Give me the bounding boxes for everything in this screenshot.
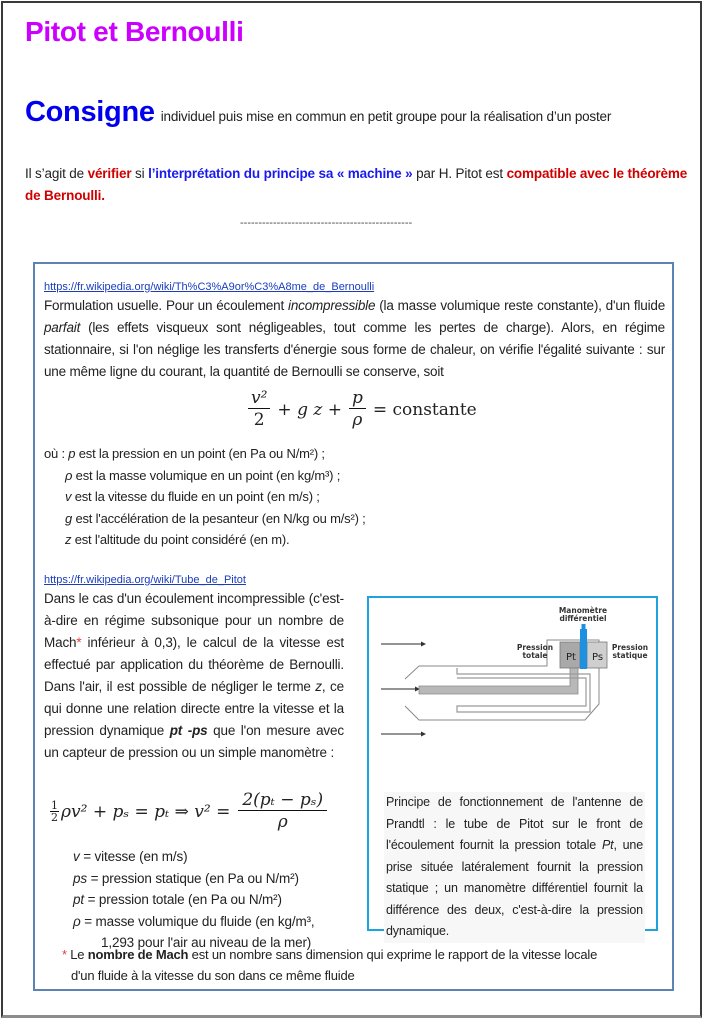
pitot-equation bbox=[50, 790, 330, 833]
numerator: 1 bbox=[51, 799, 58, 812]
footnote-line bbox=[62, 944, 665, 965]
text-italic: parfait bbox=[44, 320, 81, 335]
figure-box bbox=[367, 596, 658, 938]
text: Le bbox=[66, 947, 88, 962]
def-text: = vitesse (en m/s) bbox=[79, 849, 188, 864]
footnote-marker: * bbox=[62, 947, 67, 962]
def-symbol: p bbox=[68, 446, 76, 461]
label-differentiel: différentiel bbox=[559, 614, 607, 623]
text: inférieur à 0,3), le calcul de la vitesse est effectué par application du théorème de Bernoulli. Dans l'air, il est possible de négliger le terme bbox=[44, 635, 344, 694]
text: , une prise située latéralement fournit la pression statique ; un manomètre différentiel fournit la différence des deux, c'est-à-dire la pression dynamique. bbox=[386, 838, 643, 938]
label-pt: Pt bbox=[566, 652, 576, 663]
definition-item bbox=[73, 889, 314, 911]
def-text: = pression statique (en Pa ou N/m²) bbox=[86, 870, 299, 886]
def-symbol: ρ bbox=[65, 467, 73, 483]
flow-arrow-icon bbox=[381, 642, 426, 647]
bernoulli-link[interactable]: https://fr.wikipedia.org/wiki/Th%C3%A9or%C3%A8me_de_Bernoulli bbox=[44, 281, 375, 293]
pitot-link[interactable]: https://fr.wikipedia.org/wiki/Tube_de_Pitot bbox=[44, 574, 246, 586]
figure-caption bbox=[384, 792, 645, 943]
intro-paragraph bbox=[25, 163, 690, 207]
intro-text: Il s’agit de bbox=[25, 166, 88, 181]
def-text: est la masse volumique en un point (en kg/m³) ; bbox=[72, 467, 341, 483]
text-italic: incompressible bbox=[288, 298, 376, 313]
bernoulli-equation bbox=[245, 388, 477, 431]
denominator: 2 bbox=[253, 410, 265, 430]
def-symbol: ρ bbox=[73, 913, 81, 929]
numerator: p bbox=[349, 388, 366, 409]
text: (les effets visqueux sont négligeables, tout comme les pertes de charge). Alors, en régime stationnaire, si l'on néglige les transferts d'énergie sous forme de chaleur, on vérifie l'égalité suivante : sur une même ligne du courant, la quantité de Bernoulli se conserve, soit bbox=[44, 320, 665, 379]
intro-text: si bbox=[131, 166, 149, 181]
intro-compatible: compatible avec le théorème de Bernoulli. bbox=[25, 166, 688, 203]
def-symbol: g bbox=[65, 510, 73, 526]
def-text: est la vitesse du fluide en un point (en m/s) ; bbox=[71, 489, 320, 504]
denominator: 2 bbox=[51, 811, 58, 824]
definition-item bbox=[44, 529, 366, 551]
footnote-marker: * bbox=[76, 635, 82, 650]
label-manometre: Manomètre bbox=[558, 606, 608, 615]
label-pression-totale-1: Pression bbox=[516, 643, 554, 652]
definition-item bbox=[44, 508, 366, 530]
page-title: Pitot et Bernoulli bbox=[25, 16, 244, 47]
definition-item bbox=[73, 846, 314, 868]
text: Dans le cas d'un écoulement incompressible (c'est-à-dire en régime subsonique pour un nombre de Mach bbox=[44, 591, 344, 650]
def-symbol: pt bbox=[73, 892, 84, 907]
manometer-top bbox=[582, 624, 586, 630]
definition-item bbox=[44, 486, 366, 508]
text-italic: Pt bbox=[601, 838, 614, 852]
def-text: est la pression en un point (en Pa ou N/m²) ; bbox=[75, 446, 325, 461]
label-ps: Ps bbox=[592, 652, 604, 663]
pitot-paragraph bbox=[44, 588, 344, 764]
flow-arrow-icon bbox=[381, 732, 426, 737]
text: est un nombre sans dimension qui exprime le rapport de la vitesse locale bbox=[188, 947, 598, 962]
text-bold: nombre de Mach bbox=[87, 947, 189, 962]
def-symbol: z bbox=[65, 532, 72, 547]
equation-lhs: ρv² + pₛ = pₜ ⇒ v² = bbox=[61, 801, 231, 822]
def-text: = pression totale (en Pa ou N/m²) bbox=[83, 892, 282, 907]
term-gz: + g z + bbox=[277, 399, 342, 420]
total-pressure-tube bbox=[419, 664, 578, 694]
intro-text: par H. Pitot est bbox=[412, 166, 507, 181]
intro-interpretation: l’interprétation du principe sa « machine » bbox=[148, 166, 413, 181]
numerator: v² bbox=[248, 388, 270, 409]
definition-item bbox=[73, 868, 314, 890]
mach-footnote bbox=[62, 944, 665, 986]
text: d'un fluide à la vitesse du son dans ce même fluide bbox=[71, 968, 355, 983]
label-pression-totale-2: totale bbox=[522, 651, 548, 660]
consigne-subtitle: individuel puis mise en commun en petit groupe pour la réalisation d’un poster bbox=[160, 109, 612, 124]
bernoulli-paragraph bbox=[44, 295, 665, 383]
separator: ----------------------------------------------- bbox=[240, 217, 413, 229]
denominator: ρ bbox=[352, 410, 363, 430]
definition-item bbox=[44, 465, 366, 487]
definition-item bbox=[73, 911, 314, 933]
def-symbol: v bbox=[73, 849, 80, 864]
bernoulli-section bbox=[44, 277, 665, 383]
fraction-v2-over-2 bbox=[248, 388, 270, 431]
definition-item bbox=[44, 443, 366, 465]
text: (la masse volumique reste constante), d'un fluide bbox=[375, 298, 666, 313]
manometer-column bbox=[580, 629, 587, 669]
def-text: est l'altitude du point considéré (en m). bbox=[71, 532, 290, 547]
numerator: 2(pₜ − pₛ) bbox=[238, 790, 327, 811]
def-text: 1,293 pour l'air au niveau de la mer) bbox=[101, 935, 312, 950]
consigne-heading: Consigne bbox=[25, 96, 155, 128]
text: que l'on mesure avec un capteur de pression ou un simple manomètre : bbox=[44, 723, 344, 760]
equals-constante: = constante bbox=[372, 399, 477, 420]
def-text: est l'accélération de la pesanteur (en N/kg ou m/s²) ; bbox=[72, 510, 366, 526]
label-pression-statique-2: statique bbox=[612, 651, 648, 660]
label-pression-statique-1: Pression bbox=[611, 643, 649, 652]
text: Formulation usuelle. Pour un écoulement bbox=[44, 298, 289, 313]
def-prefix: où : bbox=[44, 446, 69, 461]
consigne-row bbox=[25, 96, 611, 129]
bernoulli-definitions bbox=[44, 443, 366, 551]
intro-verify: vérifier bbox=[87, 166, 132, 181]
pitot-section bbox=[44, 570, 344, 764]
text: Principe de fonctionnement de l'antenne de Prandtl : le tube de Pitot sur le front de l'écoulement fournit la pression totale bbox=[386, 795, 643, 852]
pitot-tube-diagram bbox=[377, 604, 649, 744]
dynamic-pressure-symbol: pt -ps bbox=[169, 723, 208, 738]
denominator: ρ bbox=[277, 812, 288, 832]
text: , ce qui donne une relation directe entre la vitesse et la pression dynamique bbox=[44, 679, 344, 738]
pitot-definitions bbox=[73, 846, 314, 954]
fraction-one-half bbox=[50, 800, 59, 823]
fraction-p-over-rho bbox=[349, 388, 366, 431]
def-symbol: ps bbox=[73, 870, 87, 886]
fraction-velocity bbox=[238, 790, 327, 833]
text-italic: z bbox=[315, 679, 322, 694]
flow-arrow-icon bbox=[381, 687, 420, 692]
footnote-line bbox=[62, 965, 665, 986]
def-text: = masse volumique du fluide (en kg/m³, bbox=[80, 913, 315, 929]
def-symbol: v bbox=[65, 489, 72, 504]
